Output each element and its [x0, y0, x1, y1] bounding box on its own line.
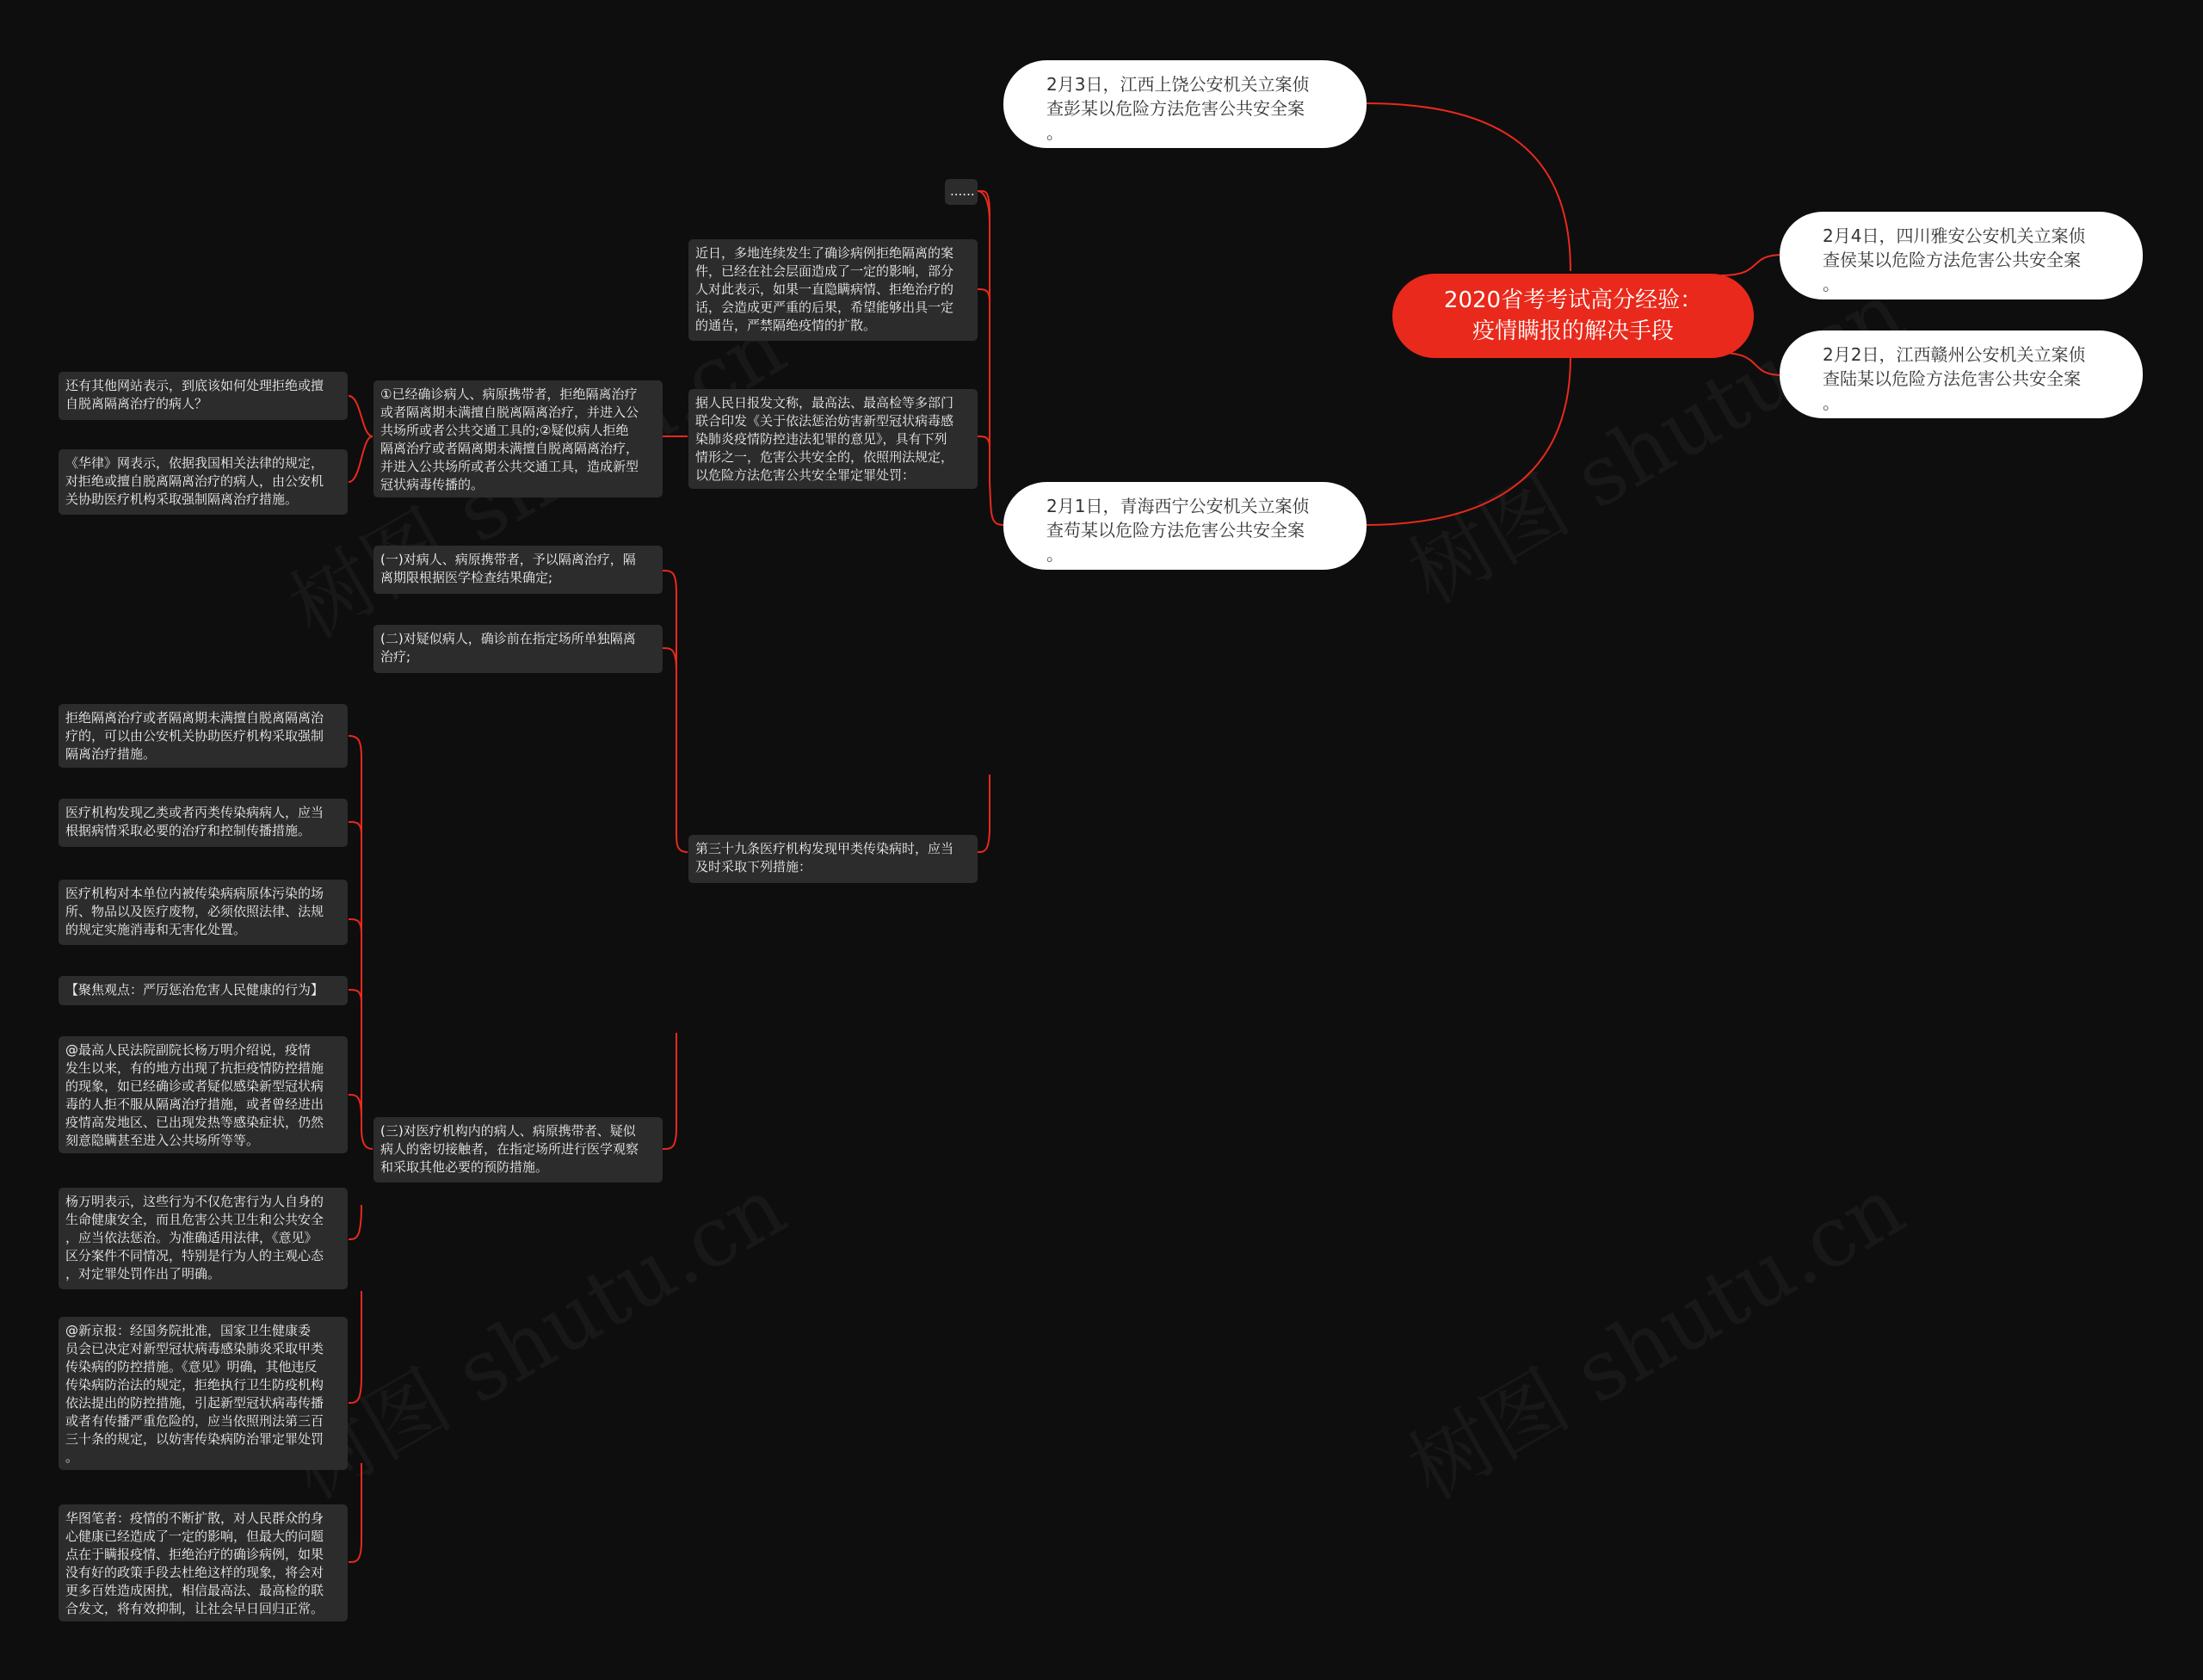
link-root-feb4 — [1721, 255, 1783, 275]
article39-node[interactable]: 第三十九条医疗机构发现甲类传染病时，应当 及时采取下列措施： — [688, 835, 978, 883]
measure3-detail-1[interactable]: 拒绝隔离治疗或者隔离期未满擅自脱离隔离治 疗的，可以由公安机关协助医疗机构采取强制 隔离治疗措施。 — [59, 704, 348, 768]
measure3-detail-4[interactable]: 【聚焦观点：严厉惩治危害人民健康的行为】 — [59, 976, 348, 1005]
situation-detail-2[interactable]: 《华律》网表示，依据我国相关法律的规定， 对拒绝或擅自脱离隔离治疗的病人，由公安机 关协助医疗机构采取强制隔离治疗措施。 — [59, 449, 348, 515]
case-node-feb1[interactable]: 2月1日，青海西宁公安机关立案侦 查苟某以危险方法危害公共安全案 。 — [1003, 482, 1367, 570]
link-article39-trunk — [663, 571, 688, 852]
measure3-node[interactable]: (三)对医疗机构内的病人、病原携带者、疑似 病人的密切接触者，在指定场所进行医学观察 和采取其他必要的预防措施。 — [373, 1117, 663, 1183]
link-m3-h — [349, 1463, 361, 1562]
measure3-detail-6[interactable]: 杨万明表示，这些行为不仅危害行为人自身的 生命健康安全，而且危害公共卫生和公共安全 ，应当依法惩治。为准确适用法律，《意见》 区分案件不同情况，特别是行为人的主观心态 ，对定罪处罚作出了明确。 — [59, 1188, 348, 1289]
case-node-feb4[interactable]: 2月4日，四川雅安公安机关立案侦 查侯某以危险方法危害公共安全案 。 — [1780, 212, 2143, 300]
link-trunk-intro — [978, 289, 990, 301]
situations-node[interactable]: ①已经确诊病人、病原携带者，拒绝隔离治疗 或者隔离期未满擅自脱离隔离治疗，并进入公 共场所或者公共交通工具的;②疑似病人拒绝 隔离治疗或者隔离期未满擅自脱离隔离治疗， 并进入公共场所或者公共交通工具，造成新型 冠状病毒传播的。 — [373, 380, 663, 497]
link-m3-g — [349, 1291, 361, 1403]
measure1-node[interactable]: (一)对病人、病原携带者，予以隔离治疗，隔 离期限根据医学检查结果确定; — [373, 546, 663, 594]
link-trunk-opinion — [978, 436, 990, 448]
link-root-feb2 — [1721, 353, 1783, 375]
link-situations-l4b — [349, 436, 373, 482]
link-m3-b — [349, 822, 361, 835]
link-m3-e — [349, 1095, 361, 1119]
link-trunk-article39 — [978, 775, 990, 852]
link-root-feb3 — [1364, 103, 1570, 271]
link-m3-f — [349, 1205, 361, 1239]
link-feb1-trunk — [978, 191, 1004, 525]
case-node-feb2[interactable]: 2月2日，江西赣州公安机关立案侦 查陆某以危险方法危害公共安全案 。 — [1780, 330, 2143, 418]
link-m3-trunk — [349, 736, 373, 1149]
intro-node[interactable]: 近日，多地连续发生了确诊病例拒绝隔离的案 件，已经在社会层面造成了一定的影响，部分 人对此表示，如果一直隐瞒病情、拒绝治疗的 话，会造成更严重的后果，希望能够出具一定 的通告，严禁隔绝疫情的扩散。 — [688, 239, 978, 341]
measure3-detail-2[interactable]: 医疗机构发现乙类或者丙类传染病病人，应当 根据病情采取必要的治疗和控制传播措施。 — [59, 799, 348, 847]
ellipsis-node[interactable]: ...... — [945, 179, 978, 205]
measure3-detail-7[interactable]: @新京报：经国务院批准，国家卫生健康委 员会已决定对新型冠状病毒感染肺炎采取甲类 传染病的防控措施。《意见》明确，其他违反 传染病防治法的规定，拒绝执行卫生防疫机构 依法提出的防控措施，引起新型冠状病毒传播 或者有传播严重危险的，应当依照刑法第三百 三十条的规定，以妨害传染病防治罪定罪处罚 。 — [59, 1317, 348, 1470]
link-trunk-m3 — [663, 1033, 676, 1149]
link-m3-d — [349, 990, 361, 1003]
measure3-detail-3[interactable]: 医疗机构对本单位内被传染病病原体污染的场 所、物品以及医疗废物，必须依照法律、法规 的规定实施消毒和无害化处置。 — [59, 880, 348, 945]
situation-detail-1[interactable]: 还有其他网站表示，到底该如何处理拒绝或擅 自脱离隔离治疗的病人？ — [59, 372, 348, 420]
case-node-feb3[interactable]: 2月3日，江西上饶公安机关立案侦 查彭某以危险方法危害公共安全案 。 — [1003, 60, 1367, 148]
measure3-detail-5[interactable]: @最高人民法院副院长杨万明介绍说，疫情 发生以来，有的地方出现了抗拒疫情防控措施 的现象，如已经确诊或者疑似感染新型冠状病 毒的人拒不服从隔离治疗措施，或者曾经进出 疫情高发地区、已出现发热等感染症状，仍然 刻意隐瞒甚至进入公共场所等等。 — [59, 1036, 348, 1153]
root-topic[interactable]: 2020省考考试高分经验： 疫情瞒报的解决手段 — [1392, 274, 1754, 358]
link-trunk-m2 — [663, 648, 676, 671]
measure2-node[interactable]: (二)对疑似病人，确诊前在指定场所单独隔离 治疗; — [373, 625, 663, 673]
opinion-node[interactable]: 据人民日报发文称，最高法、最高检等多部门 联合印发《关于依法惩治妨害新型冠状病毒感 染肺炎疫情防控违法犯罪的意见》，具有下列 情形之一，危害公共安全的，依照刑法规定， 以危险方法危害公共安全罪定罪处罚： — [688, 389, 978, 489]
link-m3-c — [349, 919, 361, 934]
measure3-detail-8[interactable]: 华图笔者：疫情的不断扩散，对人民群众的身 心健康已经造成了一定的影响，但最大的问题 点在于瞒报疫情、拒绝治疗的确诊病例，如果 没有好的政策手段去杜绝这样的现象，将会对 更多百姓造成困扰，相信最高法、最高检的联 合发文，将有效抑制，让社会早日回归正常。 — [59, 1504, 348, 1621]
link-situations-l4 — [349, 396, 373, 436]
link-root-feb1 — [1364, 357, 1570, 525]
